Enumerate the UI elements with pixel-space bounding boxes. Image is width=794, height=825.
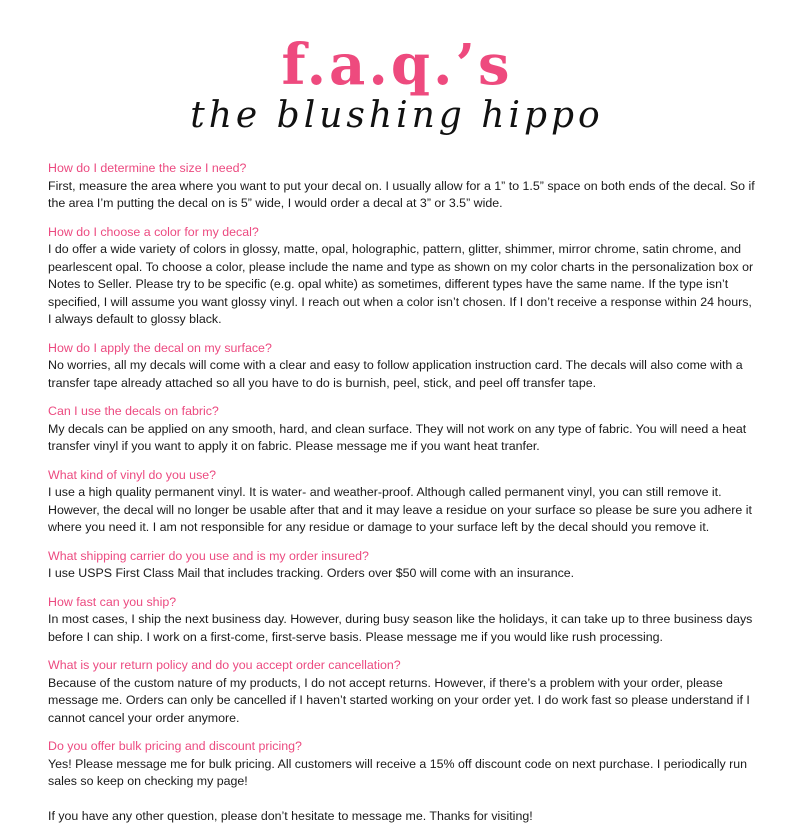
faq-answer: No worries, all my decals will come with a clear and easy to follow application instruction card. The decals will also come with a transfer tape already attached so all you have to do is burnish, peel, stick, and peel off transfer tape. [48, 357, 758, 392]
brand-script-subtitle: the blushing hippo [0, 94, 794, 138]
faq-item-apply [48, 340, 758, 393]
faq-answer: I do offer a wide variety of colors in glossy, matte, opal, holographic, pattern, glitter, shimmer, mirror chrome, satin chrome, and pearlescent opal. To choose a color, please include the name and type as shown on my color charts in the personalization box or Notes to Seller. Please try to be specific (e.g. opal white) as sometimes, different types have the same name. If the type isn’t specified, I will assume you want glossy vinyl. I reach out when a color isn’t chosen. If I don’t receive a response within 24 hours, I always default to glossy black. [48, 241, 758, 329]
faq-item-bulk-pricing [48, 738, 758, 791]
faq-item-shipping-carrier [48, 548, 758, 583]
faq-item-vinyl [48, 467, 758, 537]
faq-answer: I use a high quality permanent vinyl. It is water- and weather-proof. Although called permanent vinyl, you can still remove it. However, the decal will no longer be usable after that and it may leave a residue on your surface so please be sure you adhere it where you need it. I am not responsible for any residue or damage to your surface left by the decal should you remove it. [48, 484, 758, 537]
faq-answer: I use USPS First Class Mail that includes tracking. Orders over $50 will come with an insurance. [48, 565, 758, 583]
faq-question: What shipping carrier do you use and is my order insured? [48, 548, 758, 566]
faq-question: How do I apply the decal on my surface? [48, 340, 758, 358]
faq-item-fabric [48, 403, 758, 456]
page-title: f.a.q.’s [0, 30, 794, 100]
faq-list [48, 160, 758, 825]
faq-question: Can I use the decals on fabric? [48, 403, 758, 421]
faq-question: How fast can you ship? [48, 594, 758, 612]
faq-question: How do I determine the size I need? [48, 160, 758, 178]
faq-item-color [48, 224, 758, 329]
faq-question: What kind of vinyl do you use? [48, 467, 758, 485]
faq-question: How do I choose a color for my decal? [48, 224, 758, 242]
faq-question: What is your return policy and do you accept order cancellation? [48, 657, 758, 675]
faq-item-ship-speed [48, 594, 758, 647]
faq-answer: In most cases, I ship the next business day. However, during busy season like the holidays, it can take up to three business days before I can ship. I work on a first-come, first-serve basis. Please message me if you would like rush processing. [48, 611, 758, 646]
faq-answer: First, measure the area where you want to put your decal on. I usually allow for a 1” to 1.5” space on both ends of the decal. So if the area I’m putting the decal on is 5” wide, I would order a decal at 3” or 3.5” wide. [48, 178, 758, 213]
faq-answer: Yes! Please message me for bulk pricing. All customers will receive a 15% off discount code on next purchase. I periodically run sales so keep on checking my page! [48, 756, 758, 791]
closing-message: If you have any other question, please don’t hesitate to message me. Thanks for visiting! [48, 802, 758, 825]
faq-answer: Because of the custom nature of my products, I do not accept returns. However, if there’s a problem with your order, please message me. Orders can only be cancelled if I haven’t started working on your order yet. I do work fast so please understand if I cannot cancel your order anymore. [48, 675, 758, 728]
faq-question: Do you offer bulk pricing and discount pricing? [48, 738, 758, 756]
faq-item-returns [48, 657, 758, 727]
faq-answer: My decals can be applied on any smooth, hard, and clean surface. They will not work on any type of fabric. You will need a heat transfer vinyl if you want to apply it on fabric. Please message me if you want heat tranfer. [48, 421, 758, 456]
faq-item-size [48, 160, 758, 213]
